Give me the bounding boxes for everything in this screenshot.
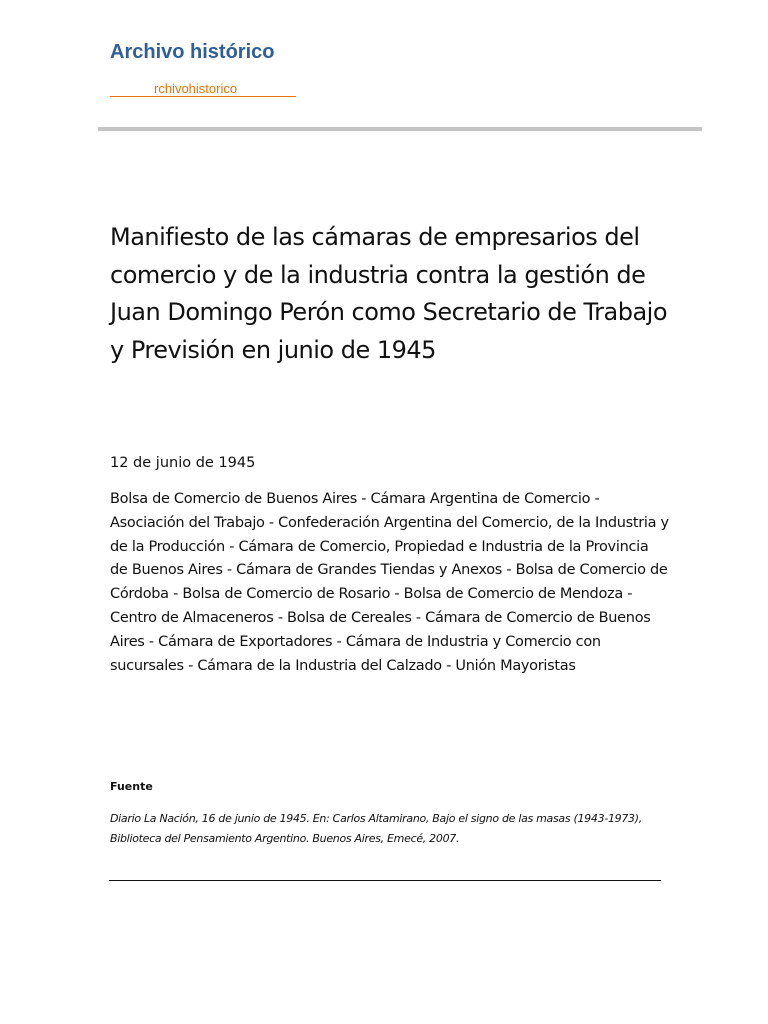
source-heading: Fuente [110, 780, 153, 793]
document-title: Manifiesto de las cámaras de empresarios del comercio y de la industria contra la gestión de Juan Domingo Perón como Secretario de Trabajo y Previsión en junio de 1945 [110, 223, 668, 364]
site-title: Archivo histórico [110, 41, 275, 63]
source-citation: Diario La Nación, 16 de junio de 1945. En: Carlos Altamirano, Bajo el signo de las masas (1943-1973), Biblioteca del Pensamiento Argentino. Buenos Aires, Emecé, 2007. [110, 812, 642, 845]
document-body: Bolsa de Comercio de Buenos Aires - Cámara Argentina de Comercio - Asociación del Trabajo - Confederación Argentina del Comercio, de la Industria y de la Producción - Cámara de Comercio, Propiedad e Industria de la Provincia de Buenos Aires - Cámara de Grandes Tiendas y Anexos - Bolsa de Comercio de Córdoba - Bolsa de Comercio de Rosario - Bolsa de Comercio de Mendoza - Centro de Almaceneros - Bolsa de Cereales - Cámara de Comercio de Buenos Aires - Cámara de Exportadores - Cámara de Industria y Comercio con sucursales - Cámara de la Industria del Calzado - Unión Mayoristas [110, 491, 669, 674]
document-date: 12 de junio de 1945 [110, 455, 256, 471]
footer-divider [109, 880, 661, 881]
site-link[interactable]: rchivohistorico [154, 81, 238, 96]
header-divider [98, 127, 702, 131]
